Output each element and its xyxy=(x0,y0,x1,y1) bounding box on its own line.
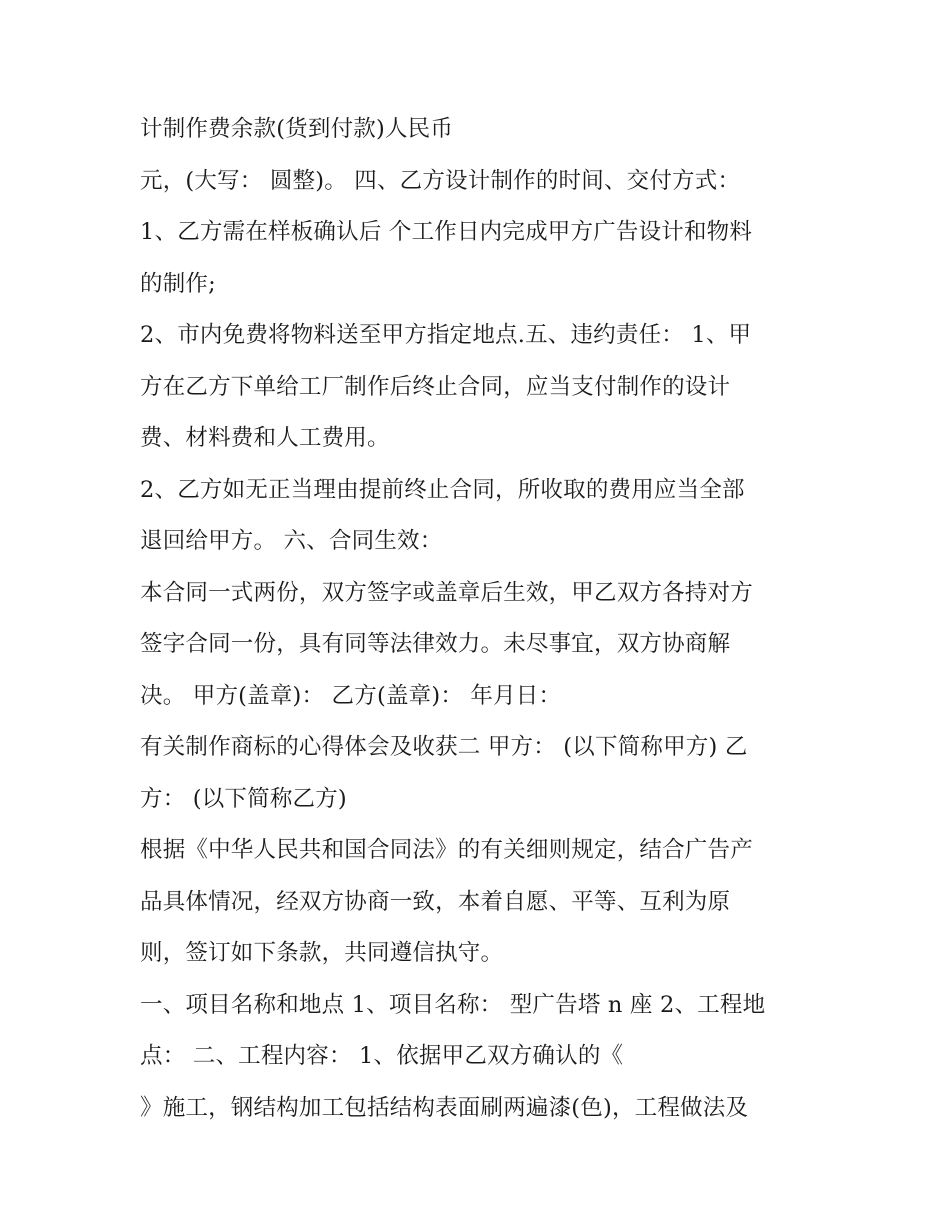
text-line: 费、材料费和人工费用。 xyxy=(140,425,390,451)
text-line: 计制作费余款(货到付款)人民币 xyxy=(140,116,454,142)
text-line: 根据《中华人民共和国合同法》的有关细则规定，结合广告产 xyxy=(140,837,753,863)
text-line: 品具体情况，经双方协商一致，本着自愿、平等、互利为原 xyxy=(140,888,731,915)
text-line: 》施工，钢结构加工包括结构表面刷两遍漆(色)，工程做法及 xyxy=(140,1094,749,1121)
text-line: 退回给甲方。 六、合同生效： xyxy=(140,528,443,554)
text-line: 本合同一式两份，双方签字或盖章后生效，甲乙双方各持对方 xyxy=(140,579,753,606)
text-line: 点： 二、工程内容： 1、依据甲乙双方确认的《 xyxy=(140,1043,624,1069)
text-line: 2、市内免费将物料送至甲方指定地点.五、违约责任： 1、甲 xyxy=(140,322,752,348)
text-line: 1、乙方需在样板确认后 个工作日内完成甲方广告设计和物料 xyxy=(140,219,753,245)
text-line: 签字合同一份，具有同等法律效力。未尽事宜，双方协商解 xyxy=(140,631,731,657)
text-line: 决。 甲方(盖章)： 乙方(盖章)： 年月日： xyxy=(140,682,562,709)
document-body xyxy=(140,104,830,1134)
text-line: 元，(大写： 圆整)。 四、乙方设计制作的时间、交付方式： xyxy=(140,167,741,194)
text-line: 则，签订如下条款，共同遵信执守。 xyxy=(140,940,504,966)
text-line: 方在乙方下单给工厂制作后终止合同，应当支付制作的设计 xyxy=(140,373,731,400)
text-line: 的制作; xyxy=(140,270,216,297)
text-line: 2、乙方如无正当理由提前终止合同，所收取的费用应当全部 xyxy=(140,476,745,503)
text-line: 有关制作商标的心得体会及收获二 甲方： (以下简称甲方) 乙 xyxy=(140,734,748,760)
text-line: 一、项目名称和地点 1、项目名称： 型广告塔 n 座 2、工程地 xyxy=(140,991,766,1018)
text-line: 方： (以下简称乙方) xyxy=(140,785,347,812)
